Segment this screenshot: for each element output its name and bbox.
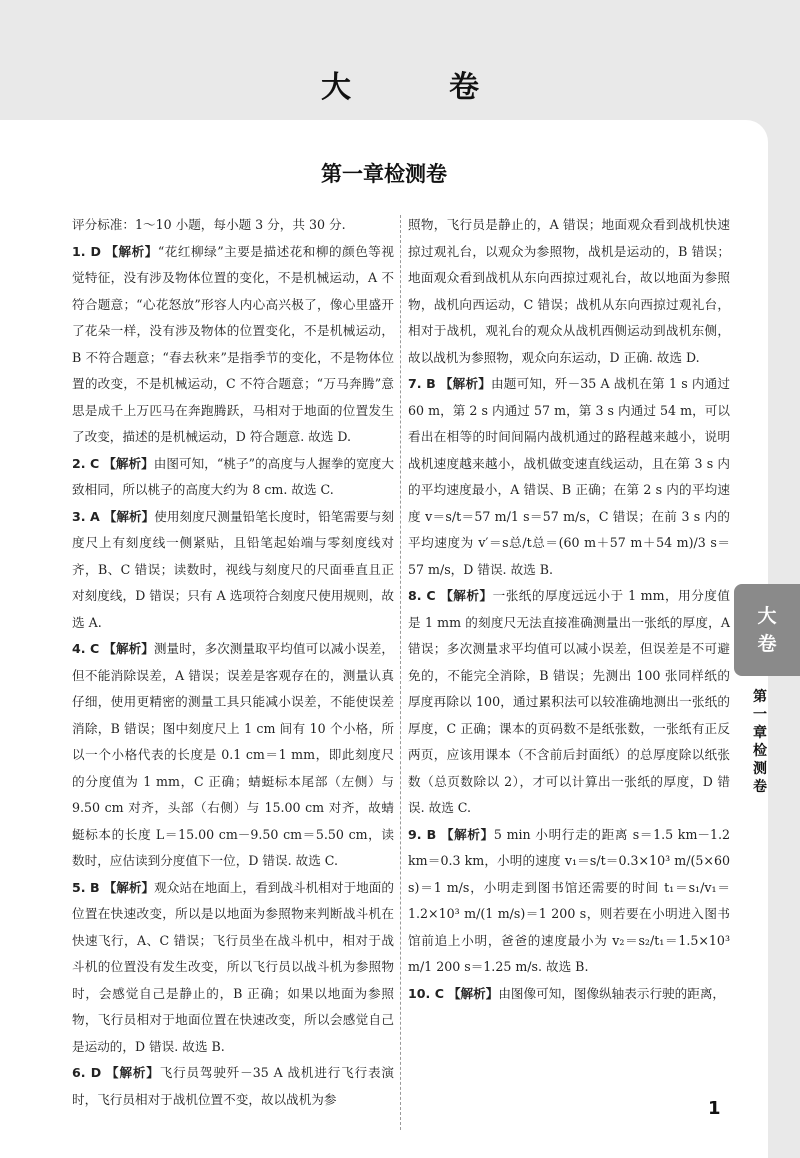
answer-item bbox=[408, 981, 730, 1008]
answer-number: 6. D bbox=[72, 1065, 102, 1080]
column-divider bbox=[400, 215, 401, 1130]
analysis-tag: 【解析】 bbox=[447, 985, 499, 1001]
answer-text: 使用刻度尺测量铅笔长度时，铅笔需要与刻度尺上有刻度线一侧紧贴，且铅笔起始端与零刻度线对齐，B、C 错误；读数时，视线与刻度尺的尺面垂直且正对刻度线，D 错误；只有 A 选项符合刻度尺使用规则，故选 A. bbox=[72, 508, 394, 630]
answer-item bbox=[72, 875, 394, 1061]
answer-number: 8. C bbox=[408, 588, 436, 603]
left-column bbox=[72, 212, 394, 1113]
answer-item bbox=[72, 239, 394, 451]
answer-text: “花红柳绿”主要是描述花和柳的颜色等视觉特征，没有涉及物体位置的变化，不是机械运动，A 不符合题意；“心花怒放”形容人内心高兴极了，像心里盛开了花朵一样，没有涉及物体的位置变化，不是机械运动，B 不符合题意；“春去秋来”是指季节的变化，不是物体位置的改变，不是机械运动，C 不符合题意；“万马奔腾”意思是成千上万匹马在奔跑腾跃，马相对于地面的位置发生了改变，描述的是机械运动，D 符合题意. 故选 D. bbox=[72, 243, 394, 444]
answer-text: 飞行员驾驶歼－35 A 战机进行飞行表演时，飞行员相对于战机位置不变，故以战机为参 bbox=[72, 1065, 394, 1107]
answer-number: 10. C bbox=[408, 985, 444, 1001]
answer-item bbox=[72, 636, 394, 875]
right-column bbox=[408, 212, 730, 1007]
answer-item bbox=[408, 212, 730, 371]
answer-text: 一张纸的厚度远远小于 1 mm，用分度值是 1 mm 的刻度尺无法直接准确测量出一张纸的厚度，A 错误；多次测量求平均值可以减小误差，但误差是不可避免的，不能完全消除，B 错误；先测出 100 张同样纸的厚度再除以 100，通过累积法可以较准确地测出一张纸的厚度，C 正确；课本的页码数不是纸张数，一张纸有正反两页，应该用课本（不含前后封面纸）的总厚度除以纸张数（总页数除以 2），才可以计算出一张纸的厚度，D 错误. 故选 C. bbox=[408, 588, 730, 815]
answer-number: 4. C bbox=[72, 641, 100, 656]
analysis-tag: 【解析】 bbox=[103, 879, 155, 895]
side-tab-line1: 大 bbox=[757, 605, 777, 627]
answer-number: 2. C bbox=[72, 455, 100, 471]
side-chapter-label: 第一章检测卷 bbox=[753, 689, 767, 795]
analysis-tag: 【解析】 bbox=[103, 455, 154, 471]
volume-title: 大 卷 bbox=[321, 70, 513, 105]
answer-text: 5 min 小明行走的距离 s＝1.5 km－1.2 km＝0.3 km，小明的速度 v₁＝s/t＝0.3×10³ m/(5×60 s)＝1 m/s，小明走到图书馆还需要的时间 t₁＝s₁/v₁＝1.2×10³ m/(1 m/s)＝1 200 s，则若要在小明进入图书馆前追上小明，爸爸的速度最小为 v₂＝s₂/t₁＝1.5×10³ m/1 200 s＝1.25 m/s. 故选 B. bbox=[408, 826, 731, 974]
answer-number: 1. D bbox=[72, 243, 101, 259]
analysis-tag: 【解析】 bbox=[103, 641, 154, 656]
answer-item bbox=[72, 451, 394, 504]
answer-text: 由图可知，“桃子”的高度与人握拳的宽度大致相同，所以桃子的高度大约为 8 cm. 故选 C. bbox=[72, 455, 394, 497]
answer-text: 观众站在地面上，看到战斗机相对于地面的位置在快速改变，所以是以地面为参照物来判断战斗机在快速飞行，A、C 错误；飞行员坐在战斗机中，相对于战斗机的位置没有发生改变，所以飞行员以战斗机为参照物时，会感觉自己是静止的，B 正确；如果以地面为参照物，飞行员相对于地面位置在快速改变，所以会感觉自己是运动的，D 错误. 故选 B. bbox=[72, 879, 395, 1054]
scoring-standard: 评分标准：1～10 小题，每小题 3 分，共 30 分. bbox=[72, 217, 346, 232]
answer-number: 5. B bbox=[72, 879, 100, 895]
answer-text: 由图像可知，图像纵轴表示行驶的距离， bbox=[498, 985, 726, 1001]
answer-item bbox=[408, 371, 730, 583]
analysis-tag: 【解析】 bbox=[439, 376, 492, 391]
answer-text: 测量时，多次测量取平均值可以减小误差，但不能消除误差，A 错误；误差是客观存在的，测量认真仔细，使用更精密的测量工具只能减小误差，不能使误差消除，B 错误；图中刻度尺上 1 cm 间有 10 个小格，所以一个小格代表的长度是 0.1 cm＝1 mm，即此刻度尺的分度值为 1 mm，C 正确；蜻蜓标本尾部（左侧）与 9.50 cm 对齐，头部（右侧）与 15.00 cm 对齐，故蜻蜓标本的长度 L＝15.00 cm－9.50 cm＝5.50 cm，读数时，应估读到分度值下一位，D 错误. 故选 C. bbox=[72, 641, 395, 868]
answer-text: 由题可知，歼－35 A 战机在第 1 s 内通过 60 m，第 2 s 内通过 57 m，第 3 s 内通过 54 m，可以看出在相等的时间间隔内战机通过的路程越来越小，说明战机速度越来越小，战机做变速直线运动，且在第 3 s 内的平均速度最小，A 错误、B 正确；在第 2 s 内的平均速度 v＝s/t＝57 m/1 s＝57 m/s，C 错误；在前 3 s 内的平均速度为 v′＝s总/t总＝(60 m＋57 m＋54 m)/3 s＝57 m/s，D 错误. 故选 B. bbox=[408, 376, 730, 577]
analysis-tag: 【解析】 bbox=[105, 243, 158, 259]
analysis-tag: 【解析】 bbox=[106, 1065, 160, 1080]
side-tab-line2: 卷 bbox=[757, 633, 777, 655]
answer-item bbox=[408, 583, 730, 822]
answer-text: 照物，飞行员是静止的，A 错误；地面观众看到战机快速掠过观礼台，以观众为参照物，战机是运动的，B 错误；地面观众看到战机从东向西掠过观礼台，故以地面为参照物，战机向西运动，C 错误；战机从东向西掠过观礼台，相对于战机，观礼台的观众从战机西侧运动到战机东侧，故以战机为参照物，观众向东运动，D 正确. 故选 D. bbox=[408, 217, 730, 365]
chapter-title: 第一章检测卷 bbox=[321, 162, 447, 186]
side-tab bbox=[734, 584, 800, 676]
answer-item bbox=[408, 822, 730, 981]
answer-number: 3. A bbox=[72, 508, 100, 524]
answer-number: 9. B bbox=[408, 826, 437, 842]
page-sheet bbox=[0, 120, 768, 1158]
analysis-tag: 【解析】 bbox=[103, 508, 155, 524]
answer-item bbox=[72, 504, 394, 637]
page-number: 1 bbox=[708, 1098, 721, 1119]
answer-item bbox=[72, 1060, 394, 1113]
analysis-tag: 【解析】 bbox=[440, 826, 494, 842]
answer-number: 7. B bbox=[408, 376, 436, 391]
analysis-tag: 【解析】 bbox=[440, 588, 493, 603]
